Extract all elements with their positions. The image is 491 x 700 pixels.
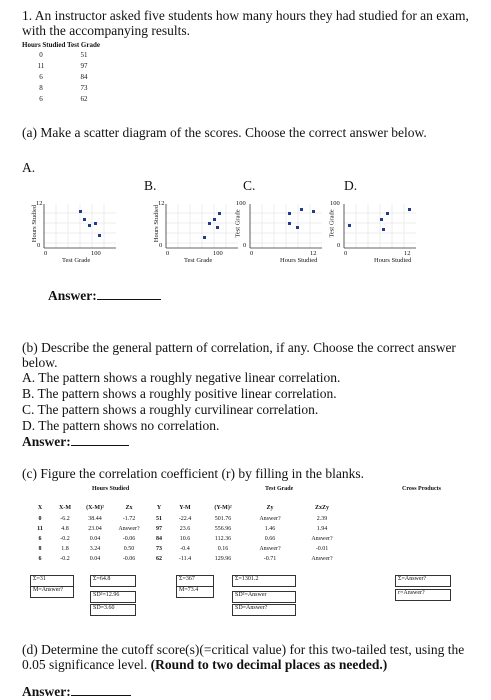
answer-b: Answer: [22,434,129,449]
table-row: 6 -0.2 0.04 -0.06 62 -11.4 129.96 -0.71 Answer? [38,556,333,562]
mean-y-box: M=73.4 [176,586,214,598]
sum-ss-x-box: Σ=64.8 [90,575,136,587]
sum-cross-box[interactable]: Σ=Answer? [395,575,451,587]
option-b-label[interactable]: B. [144,178,157,193]
table-row: 11 4.8 23.04 Answer? 97 23.6 556.96 1.46 1.94 [37,526,328,532]
option-c-label[interactable]: C. [243,178,256,193]
scatter-plot-a[interactable]: 12 0 0 100 Test Grade Hours Studied [31,200,101,264]
question-intro: 1. An instructor asked five students how many hours they had studied for an exam, with the accompanying results. [22,8,469,38]
part-b-option-a[interactable]: A. The pattern shows a roughly negative linear correlation. [22,370,341,385]
data-table [22,51,142,106]
table-header-row: X X-M (X-M)² Zx Y Y-M (Y-M)² Zy ZxZy [37,505,329,511]
sum-x-box: Σ=31 [30,575,74,587]
part-b-option-d[interactable]: D. The pattern shows no correlation. [22,418,220,433]
answer-a: Answer: [48,288,161,303]
table-row: 6 -0.2 0.04 -0.06 84 10.6 112.36 0.66 Answer? [38,536,333,542]
part-c-prompt: (c) Figure the correlation coefficient (r) by filling in the blanks. [22,466,365,481]
sd-x-box: SD=3.60 [90,604,136,616]
option-a-label[interactable]: A. [22,160,36,175]
group-cross-products: Cross Products [402,486,441,492]
part-b-option-c[interactable]: C. The pattern shows a roughly curvilinear correlation. [22,402,319,417]
mean-x-box[interactable]: M=Answer? [30,586,74,598]
table-row: 8 73 [39,84,88,92]
group-hours-studied: Hours Studied [92,486,130,492]
scatter-plot-c[interactable]: 100 0 0 12 Hours Studied Test Grade [234,200,318,264]
sd-y-box[interactable]: SD=Answer? [232,604,296,616]
data-table-title: Hours Studied Test Grade [22,41,100,49]
answer-d: Answer: [22,684,131,699]
answer-d-blank[interactable] [71,684,131,696]
var-x-box: SD²=12.96 [90,591,136,603]
scatter-plot-b[interactable]: 12 0 0 100 Test Grade Hours Studied [153,200,223,264]
var-y-box[interactable]: SD²=Answer [232,591,296,603]
scatter-plot-d[interactable]: 100 0 0 12 Hours Studied Test Grade [328,200,412,264]
part-b-option-b[interactable]: B. The pattern shows a roughly positive linear correlation. [22,386,337,401]
option-d-label[interactable]: D. [344,178,358,193]
answer-a-blank[interactable] [97,288,161,300]
table-row: 6 62 [39,95,88,103]
table-row: 8 1.8 3.24 0.50 73 -0.4 0.16 Answer? -0.01 [38,546,329,552]
sum-ss-y-box: Σ=1301.2 [232,575,296,587]
table-row: 0 51 [39,51,88,59]
part-d-prompt: (d) Determine the cutoff score(s)(=critical value) for this two-tailed test, using the 0.05 significance level. (Round to two decimal places as needed.) [22,642,465,672]
group-test-grade: Test Grade [265,486,294,492]
part-b-prompt: (b) Describe the general pattern of correlation, if any. Choose the correct answer below. [22,340,456,370]
sum-y-box: Σ=367 [176,575,214,587]
r-box[interactable]: r=Answer? [395,589,451,601]
table-row: 0 -6.2 38.44 -1.72 51 -22.4 501.76 Answer? 2.39 [38,516,328,522]
table-row: 11 97 [37,62,88,70]
table-row: 6 84 [39,73,88,81]
part-a-prompt: (a) Make a scatter diagram of the scores. Choose the correct answer below. [22,125,427,140]
answer-b-blank[interactable] [71,434,129,446]
correlation-table [30,505,470,566]
